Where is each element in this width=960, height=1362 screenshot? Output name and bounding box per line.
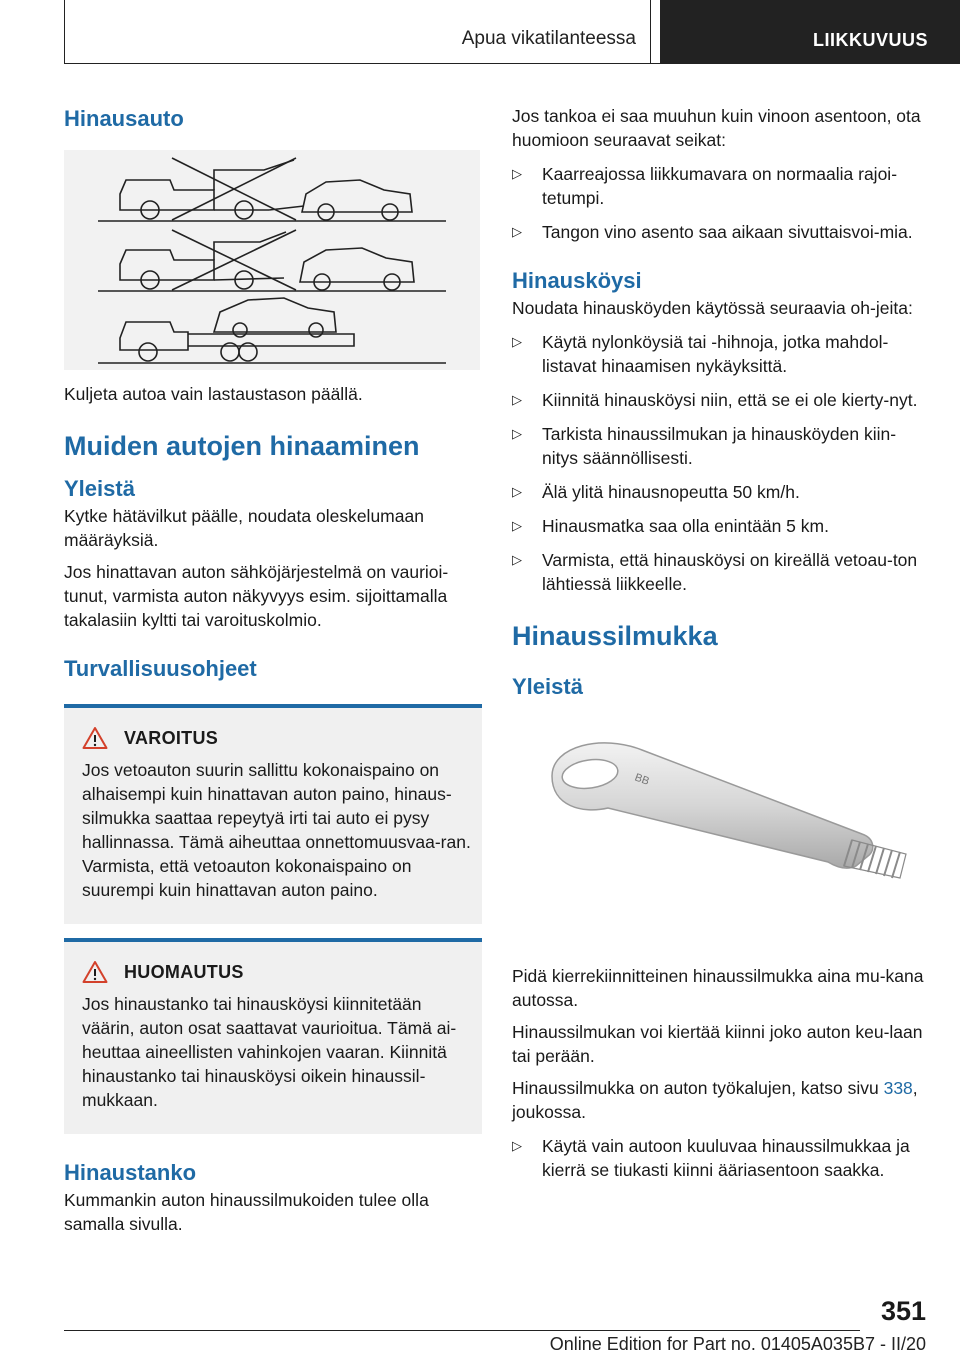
list-item: ▷ Käytä vain autoon kuuluvaa hinaussilmukkaa ja kierrä se tiukasti kiinni ääriasentoon saakka. <box>512 1136 910 1180</box>
towing-eye-icon <box>512 716 928 940</box>
notice-title: HUOMAUTUS <box>124 961 244 982</box>
notice-triangle-icon <box>82 960 108 984</box>
warning-title: VAROITUS <box>124 727 219 748</box>
heading-hinausauto: Hinausauto <box>64 106 184 131</box>
list-item: ▷ Varmista, että hinausköysi on kireällä vetoau-ton lähtiessä liikkeelle. <box>512 550 918 594</box>
notice-text: Jos hinaustanko tai hinausköysi kiinnitetään väärin, auton osat saattavat vaurioitua. Tämä ai-heuttaa aineellisten vahinkojen vaaran. Kiinnitä hinaustanko tai hinausköysi oikein hinaussil-mukkaan. <box>82 994 457 1110</box>
bullet-triangle-icon: ▷ <box>512 166 522 181</box>
heading-hinaussilmukka: Hinaussilmukka <box>512 621 718 651</box>
paragraph-hinaustanko: Kummankin auton hinaussilmukoiden tulee olla samalla sivulla. <box>64 1190 429 1234</box>
bullet-triangle-icon: ▷ <box>512 392 522 407</box>
warning-triangle-icon <box>82 726 108 750</box>
bullet-list-silmukka <box>512 1134 928 1182</box>
paragraph-silmukka-3: Hinaussilmukka on auton työkalujen, katso sivu 338, joukossa. <box>512 1078 918 1122</box>
notice-box <box>64 938 482 1134</box>
tow-truck-illustration <box>64 150 480 370</box>
paragraph-sahkojarjestelma: Jos hinattavan auton sähköjärjestelmä on vaurioi-tunut, varmista auton näkyvyys esim. sijoittamalla takalasiin kyltti tai varoituskolmio. <box>64 562 449 630</box>
bullet-triangle-icon: ▷ <box>512 518 522 533</box>
list-item: ▷ Tarkista hinaussilmukan ja hinausköyden kiin-nitys säännöllisesti. <box>512 424 897 468</box>
header-chapter-title: LIIKKUVUUS <box>812 30 928 50</box>
tow-truck-diagram-icon <box>64 150 480 370</box>
paragraph-hatavilkut: Kytke hätävilkut päälle, noudata oleskelumaan määräyksiä. <box>64 506 424 550</box>
bullet-list-tanko <box>512 162 928 244</box>
paragraph-silmukka-1: Pidä kierrekiinnitteinen hinaussilmukka aina mu-kana autossa. <box>512 966 924 1010</box>
paragraph-hinauskoysi: Noudata hinausköyden käytössä seuraavia oh-jeita: <box>512 298 913 318</box>
bullet-triangle-icon: ▷ <box>512 426 522 441</box>
tow-caption: Kuljeta autoa vain lastaustason päällä. <box>64 384 363 404</box>
list-item: ▷ Kaarreajossa liikkumavara on normaalia rajoi-tetumpi. <box>512 164 898 208</box>
paragraph-silmukka-2: Hinaussilmukan voi kiertää kiinni joko auton keu-laan tai perään. <box>512 1022 923 1066</box>
list-item: ▷ Käytä nylonköysiä tai -hihnoja, jotka mahdol-listavat hinaamisen nykäyksittä. <box>512 332 889 376</box>
bullet-triangle-icon: ▷ <box>512 1138 522 1153</box>
bullet-list-koysi <box>512 330 928 596</box>
list-item: ▷ Älä ylitä hinausnopeutta 50 km/h. <box>512 482 800 502</box>
list-item: ▷ Kiinnitä hinausköysi niin, että se ei ole kierty-nyt. <box>512 390 918 410</box>
footer-rule <box>64 1330 860 1331</box>
header-section-title: Apua vikatilanteessa <box>461 28 636 49</box>
heading-hinaustanko: Hinaustanko <box>64 1160 197 1185</box>
towing-eye-illustration <box>512 716 928 940</box>
list-item: ▷ Tangon vino asento saa aikaan sivuttaisvoi-mia. <box>512 222 913 242</box>
header-divider <box>650 0 651 64</box>
list-item: ▷ Hinausmatka saa olla enintään 5 km. <box>512 516 829 536</box>
header-bottom-rule <box>64 63 660 64</box>
bullet-triangle-icon: ▷ <box>512 484 522 499</box>
eye-marking-text: BB <box>632 771 651 788</box>
heading-yleista: Yleistä <box>64 476 135 501</box>
page-number: 351 <box>880 1296 926 1326</box>
page-reference-link[interactable]: 338 <box>883 1078 913 1098</box>
heading-yleista-2: Yleistä <box>512 674 583 699</box>
bullet-triangle-icon: ▷ <box>512 334 522 349</box>
warning-box <box>64 704 482 924</box>
paragraph-tanko-intro: Jos tankoa ei saa muuhun kuin vinoon asentoon, ota huomioon seuraavat seikat: <box>512 106 921 150</box>
warning-header <box>82 726 472 750</box>
bullet-triangle-icon: ▷ <box>512 552 522 567</box>
heading-turvallisuusohjeet: Turvallisuusohjeet <box>64 656 257 681</box>
footer-edition: Online Edition for Part no. 01405A035B7 - II/20 <box>549 1334 926 1354</box>
warning-text: Jos vetoauton suurin sallittu kokonaispaino on alhaisempi kuin hinattavan auton paino, hinaus-silmukka saattaa repeytyä irti tai auto ei pysy hallinnassa. Tämä aiheuttaa onnettomuusvaa-ran. Varmista, että vetoauton kokonaispaino on suurempi kuin hinattavan auton paino. <box>82 760 471 900</box>
bullet-triangle-icon: ▷ <box>512 224 522 239</box>
left-column <box>64 100 482 1236</box>
right-column <box>512 100 928 1182</box>
heading-hinauskoysi: Hinausköysi <box>512 268 642 293</box>
notice-header <box>82 960 472 984</box>
heading-muiden-autojen-hinaaminen: Muiden autojen hinaaminen <box>64 431 420 461</box>
